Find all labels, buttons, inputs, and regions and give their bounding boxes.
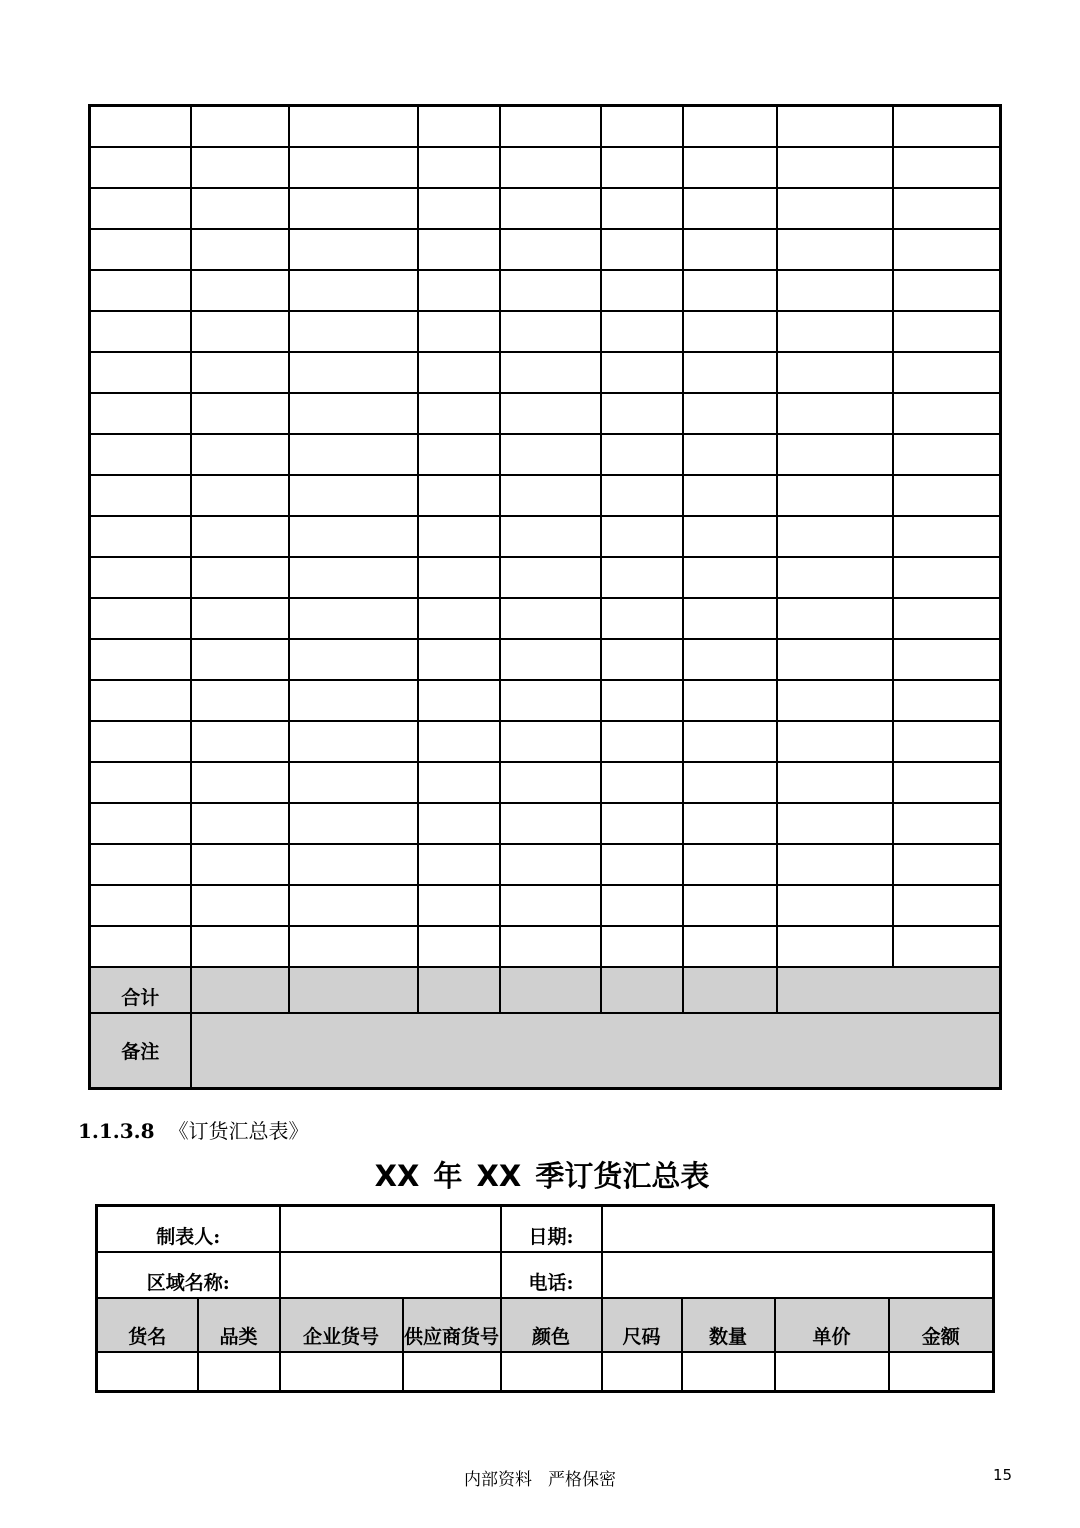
data-cell[interactable]: [893, 188, 1001, 229]
data-cell[interactable]: [683, 721, 777, 762]
table-row: [90, 516, 1001, 557]
region-row: [97, 1252, 994, 1298]
data-cell[interactable]: [683, 434, 777, 475]
total-cell[interactable]: [601, 967, 683, 1013]
col-header: 单价: [775, 1298, 889, 1352]
data-cell[interactable]: [280, 1352, 403, 1392]
data-cell[interactable]: [289, 188, 418, 229]
table-row: [90, 270, 1001, 311]
data-cell[interactable]: [500, 926, 601, 967]
data-cell[interactable]: [683, 106, 777, 148]
data-cell[interactable]: [90, 885, 191, 926]
data-cell[interactable]: [500, 106, 601, 148]
data-cell[interactable]: [683, 147, 777, 188]
table-row: [90, 803, 1001, 844]
data-cell[interactable]: [418, 311, 500, 352]
table-row: [90, 598, 1001, 639]
data-cell[interactable]: [893, 598, 1001, 639]
data-cell[interactable]: [198, 1352, 280, 1392]
data-cell[interactable]: [500, 844, 601, 885]
data-cell[interactable]: [500, 147, 601, 188]
data-cell[interactable]: [418, 434, 500, 475]
table-row: [90, 352, 1001, 393]
data-cell[interactable]: [418, 188, 500, 229]
data-cell[interactable]: [601, 803, 683, 844]
table-row: [90, 926, 1001, 967]
data-cell[interactable]: [90, 434, 191, 475]
data-cell[interactable]: [418, 393, 500, 434]
note-cell[interactable]: [191, 1013, 1001, 1089]
data-cell[interactable]: [500, 762, 601, 803]
data-cell[interactable]: [289, 147, 418, 188]
note-label: 备注: [90, 1013, 191, 1089]
data-cell[interactable]: [418, 106, 500, 148]
order-summary-table: [95, 1204, 995, 1393]
table-row: [90, 557, 1001, 598]
data-cell[interactable]: [775, 1352, 889, 1392]
data-cell[interactable]: [418, 516, 500, 557]
data-cell[interactable]: [90, 352, 191, 393]
data-cell[interactable]: [289, 680, 418, 721]
data-cell[interactable]: [500, 721, 601, 762]
data-cell[interactable]: [418, 352, 500, 393]
col-header: 企业货号: [280, 1298, 403, 1352]
data-cell[interactable]: [601, 475, 683, 516]
data-cell[interactable]: [777, 557, 893, 598]
total-cell[interactable]: [500, 967, 601, 1013]
data-cell[interactable]: [191, 680, 289, 721]
data-cell[interactable]: [777, 475, 893, 516]
data-cell[interactable]: [191, 516, 289, 557]
data-cell[interactable]: [777, 762, 893, 803]
data-cell[interactable]: [500, 188, 601, 229]
data-cell[interactable]: [601, 639, 683, 680]
data-cell[interactable]: [289, 106, 418, 148]
data-cell[interactable]: [683, 475, 777, 516]
data-cell[interactable]: [601, 680, 683, 721]
table-row: [90, 885, 1001, 926]
data-cell[interactable]: [90, 598, 191, 639]
data-cell[interactable]: [777, 516, 893, 557]
data-cell[interactable]: [500, 885, 601, 926]
data-cell[interactable]: [90, 557, 191, 598]
total-cell[interactable]: [418, 967, 500, 1013]
table-row: [97, 1352, 994, 1392]
data-cell[interactable]: [418, 229, 500, 270]
data-cell[interactable]: [683, 270, 777, 311]
title-xx-season: XX: [476, 1159, 522, 1193]
data-cell[interactable]: [601, 311, 683, 352]
data-cell[interactable]: [90, 475, 191, 516]
total-row: [90, 967, 1001, 1013]
footer-internal: 内部资料: [464, 1470, 532, 1490]
table-row: [90, 229, 1001, 270]
data-cell[interactable]: [893, 721, 1001, 762]
data-cell[interactable]: [289, 229, 418, 270]
data-cell[interactable]: [289, 434, 418, 475]
data-cell[interactable]: [90, 721, 191, 762]
data-cell[interactable]: [893, 885, 1001, 926]
data-cell[interactable]: [90, 393, 191, 434]
data-cell[interactable]: [501, 1352, 602, 1392]
data-cell[interactable]: [893, 680, 1001, 721]
maker-row: [97, 1206, 994, 1253]
data-cell[interactable]: [191, 188, 289, 229]
data-cell[interactable]: [191, 803, 289, 844]
data-cell[interactable]: [893, 762, 1001, 803]
footer-confidential: 严格保密: [548, 1470, 616, 1490]
data-cell[interactable]: [90, 147, 191, 188]
data-cell[interactable]: [777, 434, 893, 475]
data-cell[interactable]: [683, 762, 777, 803]
data-cell[interactable]: [418, 885, 500, 926]
total-cell[interactable]: [777, 967, 1001, 1013]
column-header-row: [97, 1298, 994, 1352]
data-cell[interactable]: [191, 762, 289, 803]
col-header: 颜色: [501, 1298, 602, 1352]
data-cell[interactable]: [777, 229, 893, 270]
col-header: 数量: [682, 1298, 775, 1352]
data-cell[interactable]: [418, 475, 500, 516]
data-cell[interactable]: [602, 1352, 682, 1392]
data-cell[interactable]: [289, 926, 418, 967]
data-cell[interactable]: [191, 311, 289, 352]
table-row: [90, 721, 1001, 762]
data-cell[interactable]: [893, 147, 1001, 188]
data-cell[interactable]: [191, 598, 289, 639]
data-cell[interactable]: [893, 926, 1001, 967]
data-cell[interactable]: [500, 516, 601, 557]
note-row: [90, 1013, 1001, 1089]
maker-label: 制表人:: [97, 1206, 280, 1253]
data-cell[interactable]: [191, 885, 289, 926]
page-number: 15: [993, 1466, 1013, 1484]
total-cell[interactable]: [191, 967, 289, 1013]
data-cell[interactable]: [500, 270, 601, 311]
data-cell[interactable]: [500, 352, 601, 393]
data-cell[interactable]: [683, 188, 777, 229]
title-rest: 季订货汇总表: [535, 1159, 710, 1193]
data-cell[interactable]: [893, 844, 1001, 885]
data-cell[interactable]: [500, 680, 601, 721]
data-cell[interactable]: [289, 639, 418, 680]
data-cell[interactable]: [289, 598, 418, 639]
data-cell[interactable]: [191, 557, 289, 598]
data-cell[interactable]: [601, 106, 683, 148]
data-cell[interactable]: [500, 557, 601, 598]
data-cell[interactable]: [777, 270, 893, 311]
section-heading: [78, 1115, 309, 1144]
data-cell[interactable]: [683, 844, 777, 885]
data-cell[interactable]: [683, 926, 777, 967]
data-cell[interactable]: [418, 721, 500, 762]
data-cell[interactable]: [289, 762, 418, 803]
data-cell[interactable]: [893, 393, 1001, 434]
data-cell[interactable]: [500, 229, 601, 270]
table-row: [90, 434, 1001, 475]
title-xx-year: XX: [374, 1159, 420, 1193]
total-cell[interactable]: [289, 967, 418, 1013]
data-cell[interactable]: [683, 885, 777, 926]
data-cell[interactable]: [683, 680, 777, 721]
data-cell[interactable]: [777, 188, 893, 229]
data-cell[interactable]: [191, 393, 289, 434]
data-cell[interactable]: [500, 639, 601, 680]
table-row: [90, 147, 1001, 188]
data-cell[interactable]: [601, 393, 683, 434]
data-cell[interactable]: [893, 352, 1001, 393]
col-header: 金额: [889, 1298, 994, 1352]
data-cell[interactable]: [777, 885, 893, 926]
data-cell[interactable]: [289, 844, 418, 885]
data-cell[interactable]: [683, 229, 777, 270]
data-cell[interactable]: [683, 516, 777, 557]
table-row: [90, 844, 1001, 885]
data-cell[interactable]: [90, 311, 191, 352]
data-cell[interactable]: [893, 229, 1001, 270]
data-cell[interactable]: [683, 557, 777, 598]
data-cell[interactable]: [601, 147, 683, 188]
data-cell[interactable]: [90, 188, 191, 229]
data-cell[interactable]: [191, 106, 289, 148]
table-row: [90, 475, 1001, 516]
data-cell[interactable]: [601, 270, 683, 311]
data-cell[interactable]: [191, 844, 289, 885]
data-cell[interactable]: [191, 434, 289, 475]
data-cell[interactable]: [90, 680, 191, 721]
data-cell[interactable]: [191, 639, 289, 680]
data-cell[interactable]: [601, 926, 683, 967]
data-cell[interactable]: [289, 352, 418, 393]
data-cell[interactable]: [90, 803, 191, 844]
data-cell[interactable]: [777, 352, 893, 393]
data-cell[interactable]: [289, 557, 418, 598]
data-cell[interactable]: [682, 1352, 775, 1392]
data-cell[interactable]: [418, 147, 500, 188]
region-field[interactable]: [280, 1252, 501, 1298]
data-cell[interactable]: [893, 270, 1001, 311]
data-cell[interactable]: [289, 516, 418, 557]
data-cell[interactable]: [777, 147, 893, 188]
data-cell[interactable]: [893, 311, 1001, 352]
total-label: 合计: [90, 967, 191, 1013]
phone-field[interactable]: [602, 1252, 994, 1298]
data-cell[interactable]: [777, 106, 893, 148]
table-row: [90, 762, 1001, 803]
data-cell[interactable]: [500, 475, 601, 516]
table-row: [90, 311, 1001, 352]
data-cell[interactable]: [191, 721, 289, 762]
data-cell[interactable]: [683, 393, 777, 434]
data-cell[interactable]: [418, 557, 500, 598]
data-cell[interactable]: [90, 844, 191, 885]
data-cell[interactable]: [90, 762, 191, 803]
page-footer: [0, 1465, 1080, 1490]
data-cell[interactable]: [500, 393, 601, 434]
table-row: [90, 188, 1001, 229]
data-cell[interactable]: [90, 639, 191, 680]
data-cell[interactable]: [777, 680, 893, 721]
data-cell[interactable]: [191, 352, 289, 393]
data-cell[interactable]: [601, 598, 683, 639]
data-cell[interactable]: [418, 680, 500, 721]
phone-label: 电话:: [501, 1252, 602, 1298]
maker-field[interactable]: [280, 1206, 501, 1253]
total-cell[interactable]: [683, 967, 777, 1013]
data-cell[interactable]: [893, 639, 1001, 680]
date-label: 日期:: [501, 1206, 602, 1253]
data-cell[interactable]: [601, 557, 683, 598]
data-cell[interactable]: [191, 270, 289, 311]
data-cell[interactable]: [90, 106, 191, 148]
data-cell[interactable]: [889, 1352, 994, 1392]
data-cell[interactable]: [191, 147, 289, 188]
data-cell[interactable]: [893, 557, 1001, 598]
data-cell[interactable]: [289, 475, 418, 516]
data-cell[interactable]: [601, 721, 683, 762]
data-cell[interactable]: [289, 885, 418, 926]
data-cell[interactable]: [777, 639, 893, 680]
data-cell[interactable]: [418, 803, 500, 844]
data-cell[interactable]: [601, 434, 683, 475]
data-cell[interactable]: [777, 721, 893, 762]
data-cell[interactable]: [289, 270, 418, 311]
data-cell[interactable]: [191, 229, 289, 270]
data-cell[interactable]: [500, 434, 601, 475]
table-row: [90, 639, 1001, 680]
data-cell[interactable]: [601, 885, 683, 926]
data-cell[interactable]: [90, 926, 191, 967]
data-cell[interactable]: [289, 721, 418, 762]
col-header: 货名: [97, 1298, 198, 1352]
data-cell[interactable]: [418, 270, 500, 311]
data-cell[interactable]: [418, 598, 500, 639]
data-cell[interactable]: [893, 475, 1001, 516]
data-cell[interactable]: [601, 229, 683, 270]
data-cell[interactable]: [500, 311, 601, 352]
data-cell[interactable]: [403, 1352, 501, 1392]
data-cell[interactable]: [191, 926, 289, 967]
data-cell[interactable]: [90, 229, 191, 270]
summary-title: [0, 1154, 1080, 1195]
data-cell[interactable]: [683, 598, 777, 639]
section-title: 《订货汇总表》: [168, 1119, 309, 1143]
data-cell[interactable]: [601, 188, 683, 229]
data-cell[interactable]: [777, 844, 893, 885]
data-cell[interactable]: [289, 803, 418, 844]
data-cell[interactable]: [601, 762, 683, 803]
data-cell[interactable]: [777, 926, 893, 967]
data-cell[interactable]: [289, 393, 418, 434]
data-cell[interactable]: [683, 803, 777, 844]
col-header: 供应商货号: [403, 1298, 501, 1352]
data-cell[interactable]: [90, 270, 191, 311]
data-cell[interactable]: [777, 393, 893, 434]
data-cell[interactable]: [683, 639, 777, 680]
data-cell[interactable]: [418, 762, 500, 803]
data-cell[interactable]: [777, 598, 893, 639]
data-cell[interactable]: [601, 844, 683, 885]
table-row: [90, 106, 1001, 148]
section-number: 1.1.3.8: [78, 1119, 155, 1143]
data-cell[interactable]: [418, 926, 500, 967]
data-cell[interactable]: [893, 434, 1001, 475]
data-cell[interactable]: [97, 1352, 198, 1392]
col-header: 品类: [198, 1298, 280, 1352]
data-cell[interactable]: [191, 475, 289, 516]
table-row: [90, 680, 1001, 721]
data-cell[interactable]: [601, 516, 683, 557]
table-row: [90, 393, 1001, 434]
data-cell[interactable]: [683, 352, 777, 393]
data-cell[interactable]: [893, 803, 1001, 844]
data-cell[interactable]: [777, 803, 893, 844]
data-cell[interactable]: [893, 516, 1001, 557]
date-field[interactable]: [602, 1206, 994, 1253]
data-cell[interactable]: [90, 516, 191, 557]
data-cell[interactable]: [601, 352, 683, 393]
col-header: 尺码: [602, 1298, 682, 1352]
order-detail-table: [88, 104, 1002, 1090]
data-cell[interactable]: [418, 639, 500, 680]
title-year: 年: [433, 1159, 463, 1193]
data-cell[interactable]: [777, 311, 893, 352]
data-cell[interactable]: [500, 598, 601, 639]
data-cell[interactable]: [289, 311, 418, 352]
region-label: 区域名称:: [97, 1252, 280, 1298]
data-cell[interactable]: [418, 844, 500, 885]
data-cell[interactable]: [683, 311, 777, 352]
data-cell[interactable]: [893, 106, 1001, 148]
data-cell[interactable]: [500, 803, 601, 844]
